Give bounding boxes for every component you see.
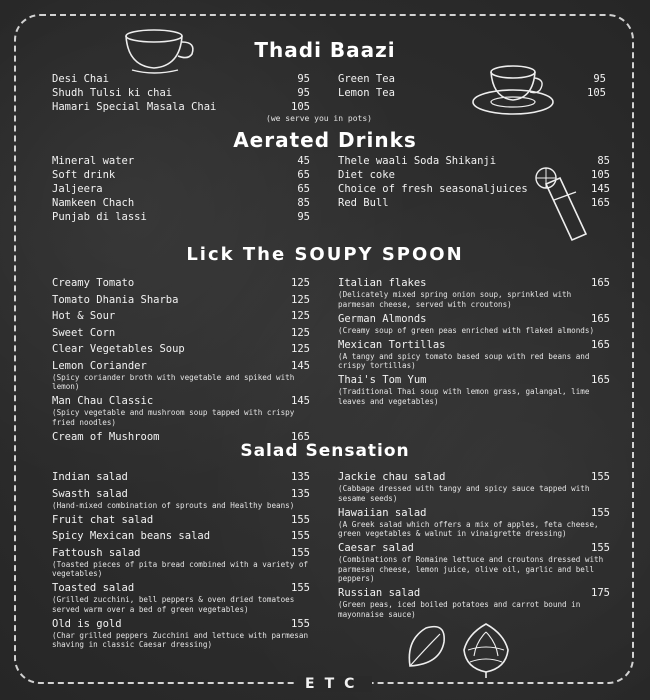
- item-price: 95: [297, 87, 310, 99]
- item-price: 125: [291, 293, 310, 306]
- menu-item: [338, 182, 610, 196]
- item-name: Clear Vegetables Soup: [52, 343, 185, 355]
- menu-item: [52, 86, 310, 100]
- item-name: Hamari Special Masala Chai: [52, 101, 217, 113]
- soup-right-list: [338, 276, 610, 409]
- menu-item: [52, 581, 310, 614]
- item-price: 145: [291, 359, 310, 372]
- item-name: Soft drink: [52, 169, 116, 181]
- item-price: 165: [591, 197, 610, 209]
- item-name: Sweet Corn: [52, 326, 116, 339]
- menu-item: [52, 529, 310, 543]
- menu-item: [52, 342, 310, 356]
- item-description: (Delicately mixed spring onion soup, sprinkled with parmesan cheese, served with croutons): [338, 290, 572, 309]
- artichoke-icon: [456, 620, 516, 678]
- item-name: Caesar salad: [338, 542, 414, 554]
- salad-right-list: [338, 470, 610, 622]
- footer-etc: ETC: [297, 676, 372, 692]
- item-name: Lemon Tea: [338, 87, 395, 99]
- item-name: Hawaiian salad: [338, 506, 427, 519]
- thadi-left-list: [52, 72, 310, 114]
- item-name: Toasted salad: [52, 582, 135, 594]
- menu-item: [338, 541, 610, 584]
- salad-left-list: [52, 470, 310, 652]
- menu-item: [52, 617, 310, 650]
- item-description: (Cabbage dressed with tangy and spicy sauce tapped with sesame seeds): [338, 484, 590, 503]
- item-price: 125: [291, 343, 310, 355]
- item-price: 165: [591, 374, 610, 386]
- menu-item: [52, 210, 310, 224]
- item-price: 125: [291, 277, 310, 289]
- item-name: Old is gold: [52, 617, 122, 630]
- menu-item: [52, 430, 310, 444]
- item-price: 155: [291, 617, 310, 630]
- item-name: Fattoush salad: [52, 546, 141, 559]
- item-price: 125: [291, 310, 310, 322]
- item-name: Jaljeera: [52, 183, 103, 195]
- item-name: Italian flakes: [338, 277, 427, 289]
- item-name: Fruit chat salad: [52, 513, 154, 526]
- aerated-left-list: [52, 154, 310, 224]
- item-description: (Combinations of Romaine lettuce and croutons dressed with parmesan cheese, lemon juice, olive oil, garlic and bell peppers): [338, 555, 604, 583]
- menu-item: [338, 86, 606, 100]
- item-name: Russian salad: [338, 587, 421, 599]
- item-name: Creamy Tomato: [52, 277, 135, 289]
- item-price: 155: [291, 513, 310, 526]
- menu-item: [338, 72, 606, 86]
- menu-item: [52, 326, 310, 340]
- menu-item: [338, 373, 610, 406]
- menu-item: [338, 312, 610, 336]
- leaf-icon: [404, 622, 450, 672]
- menu-item: [52, 196, 310, 210]
- soup-left-list: [52, 276, 310, 446]
- item-price: 135: [291, 471, 310, 483]
- item-price: 135: [291, 487, 310, 500]
- menu-item: [52, 394, 310, 427]
- item-description: (Hand-mixed combination of sprouts and Healthy beans): [52, 500, 295, 510]
- item-name: Man Chau Classic: [52, 395, 154, 407]
- item-name: Diet coke: [338, 169, 395, 181]
- item-price: 125: [291, 326, 310, 339]
- item-price: 155: [291, 582, 310, 594]
- item-description: (Creamy soup of green peas enriched with flaked almonds): [338, 325, 595, 335]
- menu-item: [338, 154, 610, 168]
- item-name: Spicy Mexican beans salad: [52, 530, 211, 542]
- menu-item: [338, 276, 610, 309]
- item-name: Cream of Mushroom: [52, 430, 160, 443]
- item-description: (Spicy vegetable and mushroom soup tapped with crispy fried noodles): [52, 408, 295, 427]
- menu-item: [52, 154, 310, 168]
- item-price: 45: [297, 155, 310, 167]
- item-name: Thai's Tom Yum: [338, 374, 427, 386]
- item-price: 95: [297, 211, 310, 223]
- item-name: Punjab di lassi: [52, 211, 147, 223]
- item-description: (Toasted pieces of pita bread combined with a variety of vegetables): [52, 559, 309, 578]
- section-title-thadi: Thadi Baazi: [254, 38, 396, 62]
- menu-item: [52, 100, 310, 114]
- item-name: Indian salad: [52, 471, 128, 483]
- menu-item: [52, 309, 310, 323]
- menu-item: [52, 182, 310, 196]
- item-price: 165: [591, 277, 610, 289]
- item-price: 165: [591, 338, 610, 351]
- item-description: (Green peas, iced boiled potatoes and carrot bound in mayonnaise sauce): [338, 600, 581, 619]
- item-name: Swasth salad: [52, 487, 128, 500]
- item-price: 145: [591, 183, 610, 195]
- item-price: 65: [297, 169, 310, 181]
- item-price: 85: [597, 155, 610, 167]
- item-name: Choice of fresh seasonaljuices: [338, 183, 528, 195]
- section-title-salad: Salad Sensation: [240, 441, 410, 461]
- menu-item: [52, 470, 310, 484]
- serving-note: (we serve you in pots): [266, 114, 372, 123]
- thadi-right-list: [338, 72, 606, 100]
- item-description: (Grilled zucchini, bell peppers & oven dried tomatoes served warm over a bed of green vegetables): [52, 595, 295, 614]
- item-name: Shudh Tulsi ki chai: [52, 87, 173, 99]
- item-price: 145: [291, 395, 310, 407]
- item-price: 165: [591, 312, 610, 325]
- item-price: 155: [591, 506, 610, 519]
- item-price: 105: [591, 169, 610, 181]
- item-description: (Traditional Thai soup with lemon grass, galangal, lime leaves and vegetables): [338, 387, 590, 406]
- item-price: 155: [591, 542, 610, 554]
- item-name: Tomato Dhania Sharba: [52, 293, 179, 306]
- item-price: 105: [587, 87, 606, 99]
- menu-item: [338, 506, 610, 539]
- item-name: Hot & Sour: [52, 310, 116, 322]
- menu-item: [338, 586, 610, 619]
- menu-item: [338, 168, 610, 182]
- item-name: Namkeen Chach: [52, 197, 135, 209]
- section-title-soup: Lick The SOUPY SPOON: [186, 244, 464, 265]
- menu-item: [338, 338, 610, 371]
- menu-item: [52, 72, 310, 86]
- menu-item: [338, 196, 610, 210]
- item-price: 85: [297, 197, 310, 209]
- item-name: Jackie chau salad: [338, 471, 446, 483]
- item-name: Mexican Tortillas: [338, 338, 446, 351]
- menu-item: [52, 359, 310, 392]
- menu-item: [52, 513, 310, 527]
- item-price: 175: [591, 587, 610, 599]
- item-description: (A tangy and spicy tomato based soup with red beans and crispy tortillas): [338, 351, 590, 370]
- item-price: 155: [591, 471, 610, 483]
- item-name: Mineral water: [52, 155, 135, 167]
- item-price: 105: [291, 101, 310, 113]
- item-price: 155: [291, 530, 310, 542]
- item-name: Thele waali Soda Shikanji: [338, 155, 497, 167]
- item-price: 95: [297, 73, 310, 85]
- item-price: 95: [593, 73, 606, 85]
- aerated-right-list: [338, 154, 610, 210]
- menu-item: [52, 487, 310, 511]
- item-name: Desi Chai: [52, 73, 109, 85]
- item-price: 165: [291, 430, 310, 443]
- item-price: 155: [291, 546, 310, 559]
- menu-item: [52, 293, 310, 307]
- item-description: (A Greek salad which offers a mix of apples, feta cheese, green vegetables & walnut in vinaigrette dressing): [338, 519, 599, 538]
- menu-item: [52, 276, 310, 290]
- section-title-aerated: Aerated Drinks: [233, 128, 417, 152]
- item-price: 65: [297, 183, 310, 195]
- item-name: Green Tea: [338, 73, 395, 85]
- menu-item: [52, 168, 310, 182]
- item-description: (Spicy coriander broth with vegetable and spiked with lemon): [52, 372, 295, 391]
- menu-item: [338, 470, 610, 503]
- item-name: German Almonds: [338, 312, 427, 325]
- item-name: Red Bull: [338, 197, 389, 209]
- menu-item: [52, 546, 310, 579]
- item-name: Lemon Coriander: [52, 359, 147, 372]
- item-description: (Char grilled peppers Zucchini and lettuce with parmesan shaving in classic Caesar dressing): [52, 630, 309, 649]
